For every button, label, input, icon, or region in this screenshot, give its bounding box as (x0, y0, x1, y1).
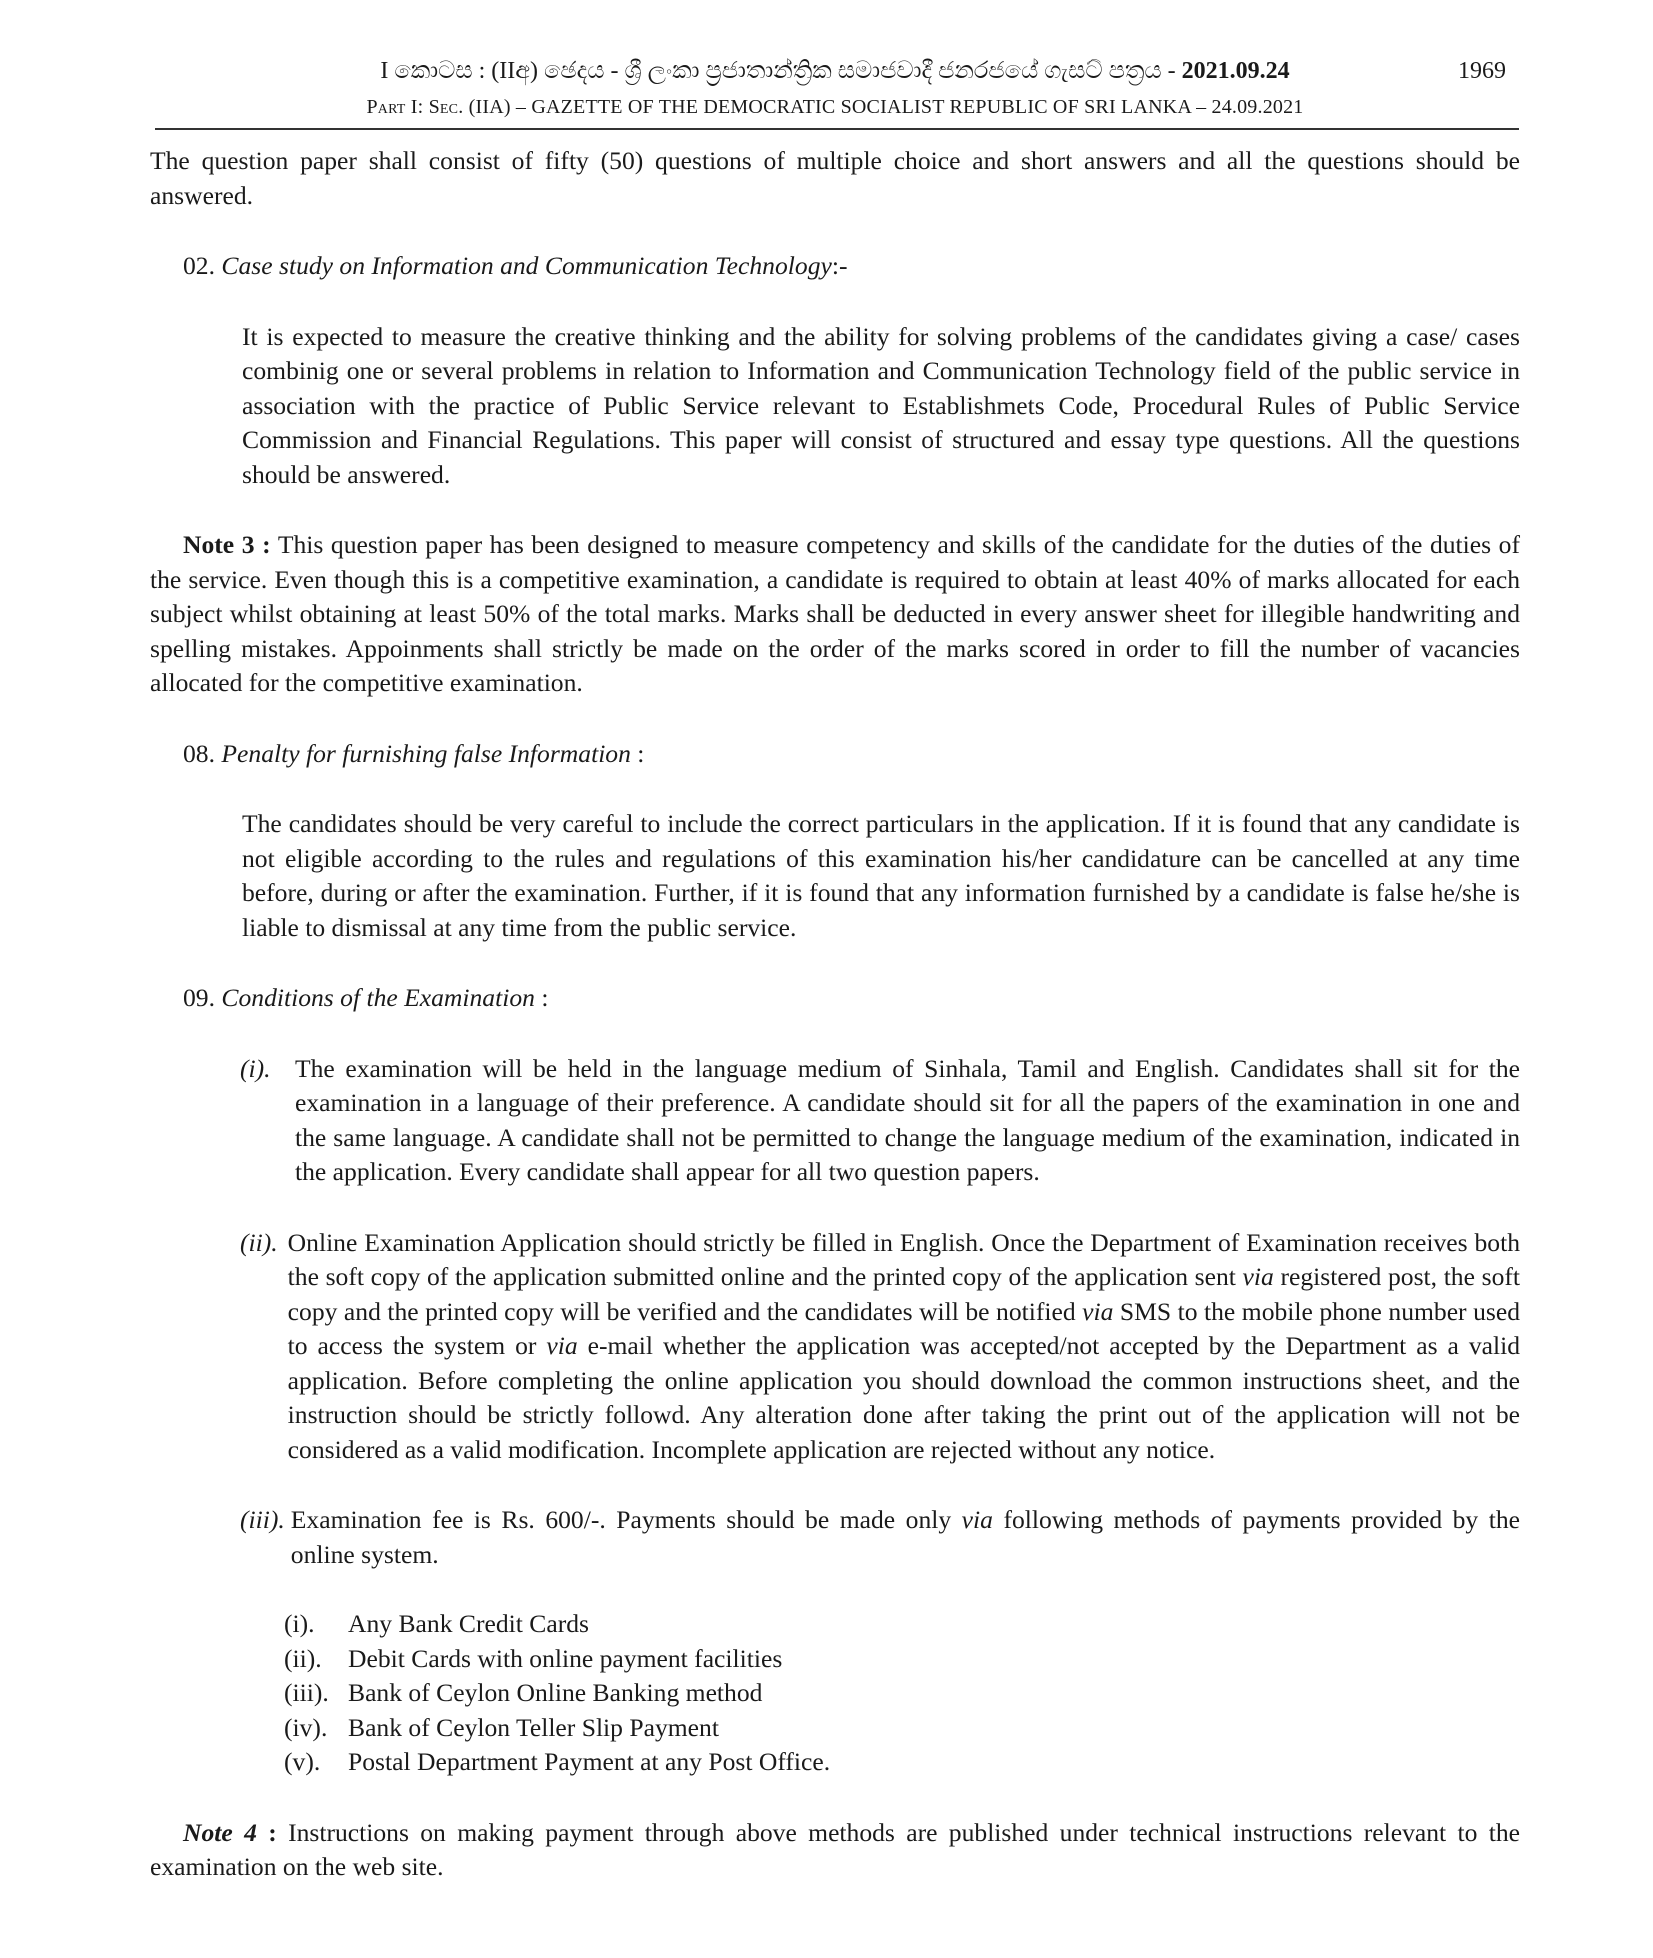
list-item (284, 1676, 1520, 1711)
header-title-sinhala: I කොටස : (IIඅ) ඡෙදය - ශ්‍රී ලංකා ප්‍රජාතාන්ත්‍රික සමාජවාදී ජනරජයේ ගැසට් පත්‍රය - (380, 58, 1182, 84)
condition-ii (150, 1226, 1520, 1468)
list-item (284, 1607, 1520, 1642)
section-09-number: 09. (183, 983, 215, 1012)
condition-ii-text-4: e-mail whether the application was accepted/not accepted by the Department as a valid application. Before completing the online application you should download the common instructions sheet, and the instruction should be strictly followd. Any alteration done after taking the print out of the application will not be considered as a valid modification. Incomplete application are rejected without any notice. (287, 1331, 1520, 1464)
condition-ii-text-1: Online Examination Application should strictly be filled in English. Once the Department of Examination receives both the soft copy of the application submitted online and the printed copy of the application sent (287, 1227, 1520, 1291)
note-4-paragraph (150, 1816, 1520, 1885)
condition-iii-text-2: following methods of payments provided by the online system. (290, 1505, 1521, 1569)
section-08-heading (150, 737, 1520, 772)
list-item-text: Debit Cards with online payment facilities (348, 1643, 783, 1673)
condition-ii-text-2: registered post, the soft copy and the printed copy will be verified and the candidates will be notified (287, 1262, 1520, 1326)
section-02-paragraph: It is expected to measure the creative thinking and the ability for solving problems of the candidates giving a case/ cases combinig one or several problems in relation to Information and Communication Technology field of the public service in association with the practice of Public Service relevant to Establishmets Code, Procedural Rules of Public Service Commission and Financial Regulations. This paper will consist of structured and essay type questions. All the questions should be answered. (242, 321, 1520, 489)
section-02-heading (150, 249, 1520, 284)
note-4-label: Note 4 (183, 1817, 257, 1847)
section-09-title: Conditions of the Examination (221, 983, 535, 1012)
list-item-text: Postal Department Payment at any Post Office. (348, 1747, 831, 1776)
note-3-body: This question paper has been designed to measure competency and skills of the candidate for the duties of the duties of the service. Even though this is a competitive examination, a candidate is required to obtain at least 40% of marks allocated for each subject whilst obtaining at least 50% of the total marks. Marks shall be deducted in every answer sheet for illegible handwriting and spelling mistakes. Appoinments shall strictly be made on the order of the marks scored in order to fill the number of vacancies allocated for the competitive examination. (150, 530, 1520, 697)
header-rest: (IIA) – GAZETTE OF THE DEMOCRATIC SOCIALIST REPUBLIC OF SRI LANKA – 24.09.2021 (468, 96, 1304, 118)
intro-paragraph: The question paper shall consist of fifty (50) questions of multiple choice and short answers and all the questions should be answered. (150, 146, 1520, 210)
condition-iii (150, 1503, 1520, 1572)
condition-i-text: The examination will be held in the language medium of Sinhala, Tamil and English. Candidates shall sit for the examination in a language of their preference. A candidate should sit for all the papers of the examination in one and the same language. A candidate shall not be permitted to change the language medium of the examination, indicated in the application. Every candidate shall appear for all two question papers. (295, 1053, 1520, 1186)
header-line-sinhala (150, 58, 1520, 85)
section-09-heading (150, 981, 1520, 1016)
condition-ii-text-3: SMS to the mobile phone number used to access the system or (287, 1296, 1520, 1360)
header-sec: Sec. (428, 96, 464, 118)
list-item-text: Any Bank Credit Cards (348, 1609, 589, 1638)
condition-i (150, 1052, 1520, 1190)
section-08-suffix: : (630, 738, 645, 768)
section-02-title: Case study on Information and Communication Technology (221, 251, 832, 280)
header-date: 2021.09.24 (1181, 58, 1290, 84)
condition-iii-label: (iii). (240, 1505, 285, 1534)
note-4-body: Instructions on making payment through above methods are published under technical instructions relevant to the examination on the web site. (150, 1817, 1521, 1881)
section-08-number: 08. (183, 738, 215, 768)
list-item-text: Bank of Ceylon Online Banking method (348, 1678, 763, 1707)
section-08-title: Penalty for furnishing false Information (221, 738, 631, 768)
list-item-number: (iii). (284, 1678, 329, 1707)
via-3: via (546, 1331, 578, 1360)
condition-ii-label: (ii). (240, 1227, 278, 1257)
list-item (284, 1711, 1520, 1746)
list-item (284, 1745, 1520, 1780)
note-4-colon: : (256, 1817, 277, 1847)
list-item-number: (ii). (284, 1643, 322, 1673)
header-part-roman: I (410, 96, 418, 118)
header-rule (155, 128, 1519, 130)
condition-i-label: (i). (240, 1053, 271, 1083)
via-4: via (961, 1505, 993, 1534)
note-3-label: Note 3 : (183, 530, 271, 559)
header-part: Part (366, 96, 406, 118)
header-line-english: Part I: Sec. (IIA) – GAZETTE OF THE DEMOCRATIC SOCIALIST REPUBLIC OF SRI LANKA – 24.09.2021 (366, 96, 1304, 118)
list-item-number: (iv). (284, 1712, 328, 1742)
condition-iii-text-1: Examination fee is Rs. 600/-. Payments should be made only (290, 1505, 962, 1534)
section-02-number: 02. (183, 251, 215, 280)
condition-ii-text (288, 1226, 1520, 1468)
list-item-number: (v). (284, 1747, 321, 1776)
via-1: via (1242, 1262, 1274, 1291)
list-item-number: (i). (284, 1609, 315, 1638)
note-3-paragraph (150, 528, 1520, 701)
payment-methods-list (150, 1607, 1520, 1780)
section-09-suffix: : (534, 983, 549, 1012)
list-item (284, 1642, 1520, 1677)
condition-iii-text (291, 1503, 1520, 1572)
document-body (150, 144, 1520, 1885)
section-08-paragraph: The candidates should be very careful to include the correct particulars in the application. If it is found that any candidate is not eligible according to the rules and regulations of this examination his/her candidature can be cancelled at any time before, during or after the examination. Further, if it is found that any information furnished by a candidate is false he/she is liable to dismissal at any time from the public service. (242, 809, 1520, 942)
via-2: via (1082, 1296, 1114, 1326)
list-item-text: Bank of Ceylon Teller Slip Payment (348, 1712, 719, 1742)
page-number: 1969 (1458, 58, 1506, 84)
section-02-suffix: :- (831, 251, 848, 280)
